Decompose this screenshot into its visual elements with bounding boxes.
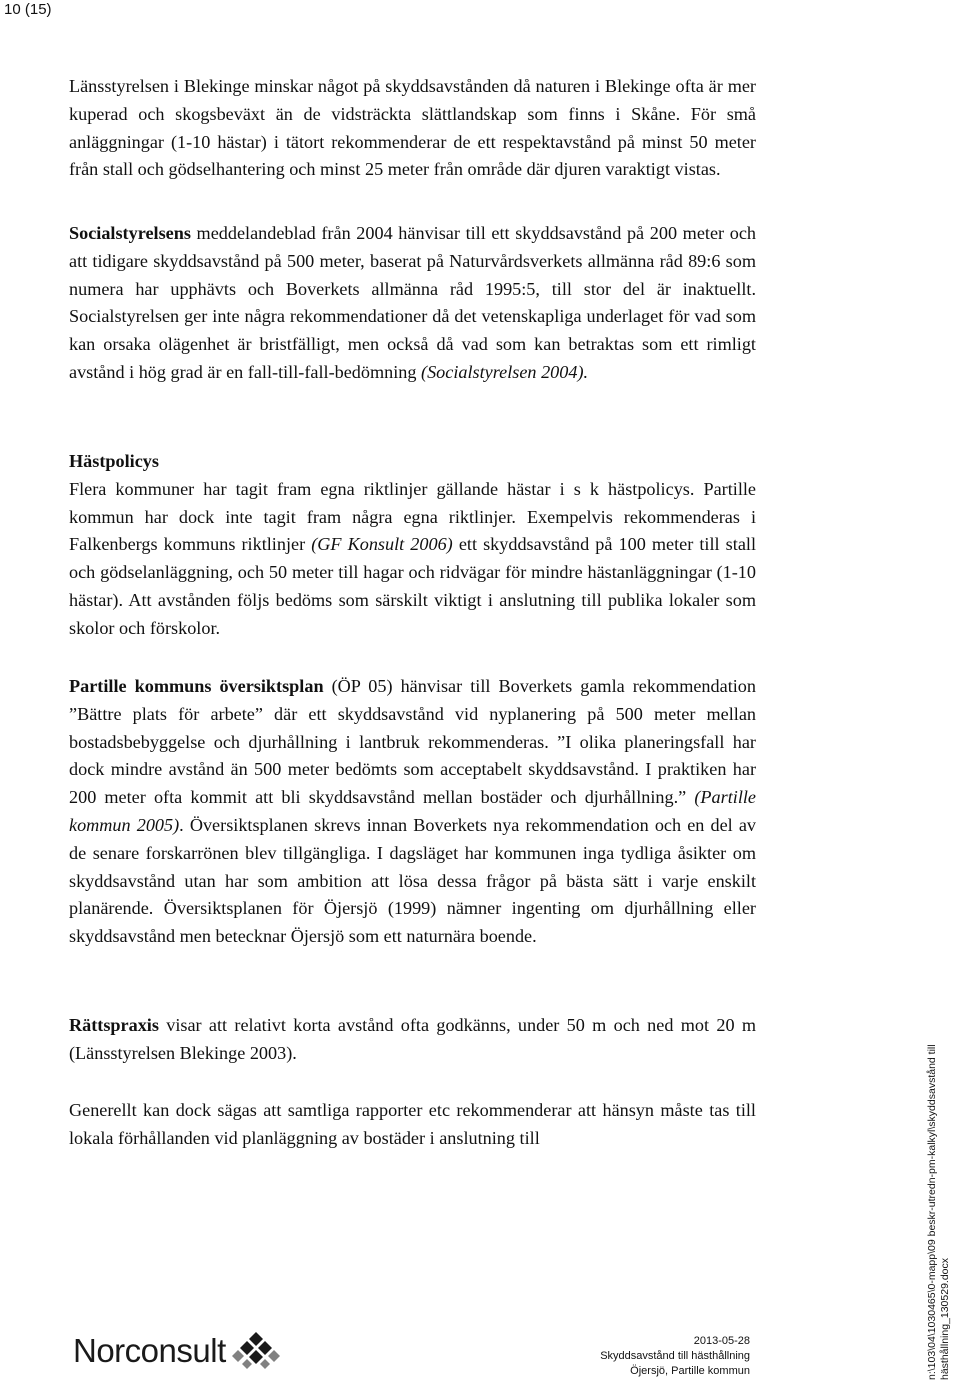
paragraph-socialstyrelsen: [69, 220, 756, 387]
paragraph-body: ett skyddsavstånd på 100 meter till stall och gödselanläggning, och 50 meter till hagar och ridvägar för mindre hästanläggningar (1-10 hästar). Att avstånden följs bedöms som särskilt viktigt i anslutning till publika lokaler som skolor och förskolor.: [69, 534, 756, 638]
paragraph-body: meddelandeblad från 2004 hänvisar till ett skyddsavstånd på 200 meter och att tidigare skyddsavstånd på 500 meter, baserat på Naturvårdsverkets allmänna råd 89:6 som numera har upphävts och Boverkets allmänna råd 1995:5, till stor del är inaktuellt. Socialstyrelsen ger inte några rekommendationer då det vetenskapliga underlaget för vad som kan orsaka olägenhet är bristfälligt, men också då vad som kan betraktas som ett rimligt avstånd i hög grad är en fall-till-fall-bedömning: [69, 223, 756, 382]
logo-wordmark: Norconsult: [73, 1332, 226, 1369]
footer-date: 2013-05-28: [693, 1335, 750, 1347]
paragraph-text: Generellt kan dock sägas att samtliga rapporter etc rekommenderar att hänsyn måste tas till lokala förhållanden vid planläggning av bostäder i anslutning till: [69, 1100, 756, 1148]
paragraph-text: [69, 673, 756, 951]
section-hastpolicys: [69, 448, 756, 643]
citation: (Socialstyrelsen 2004).: [421, 361, 589, 382]
paragraph-body: visar att relativt korta avstånd ofta godkänns, under 50 m och ned mot 20 m (Länsstyrelsen Blekinge 2003).: [69, 1015, 756, 1063]
page-number: 10 (15): [4, 1, 52, 18]
file-path-sidebar: [926, 1010, 951, 1380]
diamond-logo-icon: [230, 1330, 282, 1372]
norconsult-logo: [73, 1330, 282, 1372]
section-heading: Hästpolicys: [69, 451, 159, 471]
paragraph-oversiktsplan: [69, 673, 756, 951]
file-path-text: [926, 1044, 952, 1380]
bold-term: Rättspraxis: [69, 1015, 159, 1035]
paragraph-text: [69, 220, 756, 387]
page-footer: [600, 1334, 750, 1379]
bold-term: Partille kommuns översiktsplan: [69, 676, 324, 696]
citation: (Partille kommun 2005): [69, 787, 756, 835]
file-path-line-2: hästhållning_130529.docx: [939, 1257, 951, 1380]
bold-term: Socialstyrelsens: [69, 223, 191, 243]
footer-location: Öjersjö, Partille kommun: [630, 1365, 750, 1377]
paragraph-text: [69, 476, 756, 643]
paragraph-generellt: [69, 1097, 756, 1153]
citation: (GF Konsult 2006): [311, 534, 453, 555]
paragraph-body: . Översiktsplanen skrevs innan Boverkets nya rekommendation och en del av de senare forskarrönen blev tillgängliga. I dagsläget har kommunen inga tydliga åsikter om skyddsavstånd utan har som ambition att lösa dessa frågor på bästa sätt i varje enskilt planärende. Översiktsplanen för Öjersjö (1999) nämner ingenting om djurhållning eller skyddsavstånd men betecknar Öjersjö som ett naturnära boende.: [69, 814, 756, 947]
paragraph-body: (ÖP 05) hänvisar till Boverkets gamla rekommendation ”Bättre plats för arbete” där ett skyddsavstånd vid nyplanering på 500 meter mellan bostadsbebyggelse och djurhållning i lantbruk rekommenderas. ”I olika planeringsfall har dock mindre avstånd än 500 meter bedömts som acceptabelt skyddsavstånd. I praktiken har 200 meter ofta kommit att bli skyddsavstånd mellan bostäder och djurhållning.”: [69, 676, 756, 808]
paragraph-rattspraxis: [69, 1012, 756, 1068]
paragraph-body: Flera kommuner har tagit fram egna riktlinjer gällande hästar i s k hästpolicys. Partille kommun har dock inte tagit fram några egna riktlinjer. Exempelvis rekommenderas i Falkenbergs kommuns riktlinjer: [69, 478, 756, 555]
footer-title: Skyddsavstånd till hästhållning: [600, 1350, 750, 1362]
file-path-line-1: n:\103\04\1030465\0-mapp\09 beskr-utredn-pm-kalkyl\skyddsavstånd till: [926, 1044, 938, 1380]
paragraph-blekinge: [69, 73, 756, 184]
paragraph-text: Länsstyrelsen i Blekinge minskar något på skyddsavstånden då naturen i Blekinge ofta är mer kuperad och skogsbeväxt än de vidsträckta slättlandskap som finns i Skåne. För små anläggningar (1-10 hästar) i tätort rekommenderar de ett respektavstånd på minst 50 meter från stall och gödselhantering och minst 25 meter från område där djuren varaktigt vistas.: [69, 76, 756, 180]
paragraph-text: [69, 1012, 756, 1068]
